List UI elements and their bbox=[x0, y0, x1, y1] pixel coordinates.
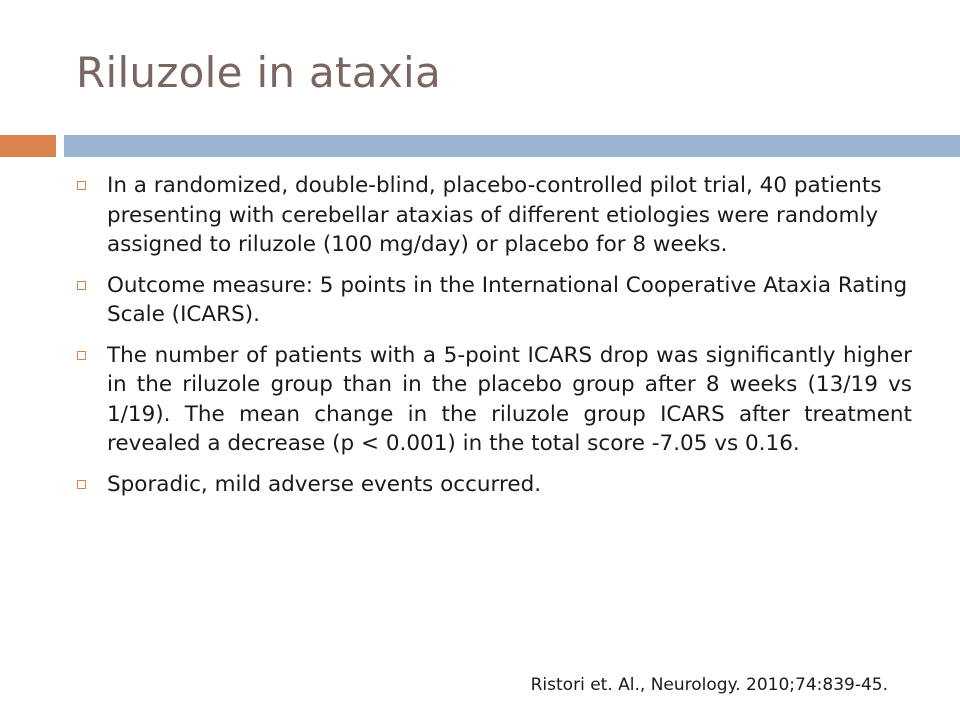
title-divider-bar bbox=[64, 135, 960, 157]
hollow-square-icon bbox=[77, 351, 86, 360]
bullet-text: Outcome measure: 5 points in the International Cooperative Ataxia Rating Scale (ICARS). bbox=[107, 272, 908, 327]
bullet-text: Sporadic, mild adverse events occurred. bbox=[107, 471, 542, 497]
bullet-item-outcome bbox=[76, 271, 912, 330]
bullet-list bbox=[76, 171, 912, 510]
hollow-square-icon bbox=[77, 480, 86, 489]
bullet-item-design bbox=[76, 171, 912, 260]
bullet-text: In a randomized, double-blind, placebo-controlled pilot trial, 40 patients presenting with cerebellar ataxias of different etiologies were randomly assigned to riluzole (100 mg/day) or placebo for 8 weeks. bbox=[107, 173, 882, 257]
hollow-square-icon bbox=[77, 281, 86, 290]
bullet-item-results bbox=[76, 341, 912, 459]
hollow-square-icon bbox=[77, 181, 86, 190]
citation: Ristori et. Al., Neurology. 2010;74:839-45. bbox=[530, 675, 888, 695]
title-accent-bar bbox=[0, 135, 56, 157]
bullet-text: The number of patients with a 5-point ICARS drop was significantly higher in the riluzole group than in the placebo group after 8 weeks (13/19 vs 1/19). The mean change in the riluzole group ICARS after treatment revealed a decrease (p < 0.001) in the total score -7.05 vs 0.16. bbox=[107, 342, 912, 456]
slide-title: Riluzole in ataxia bbox=[76, 48, 441, 97]
bullet-item-adverse-events bbox=[76, 470, 912, 500]
